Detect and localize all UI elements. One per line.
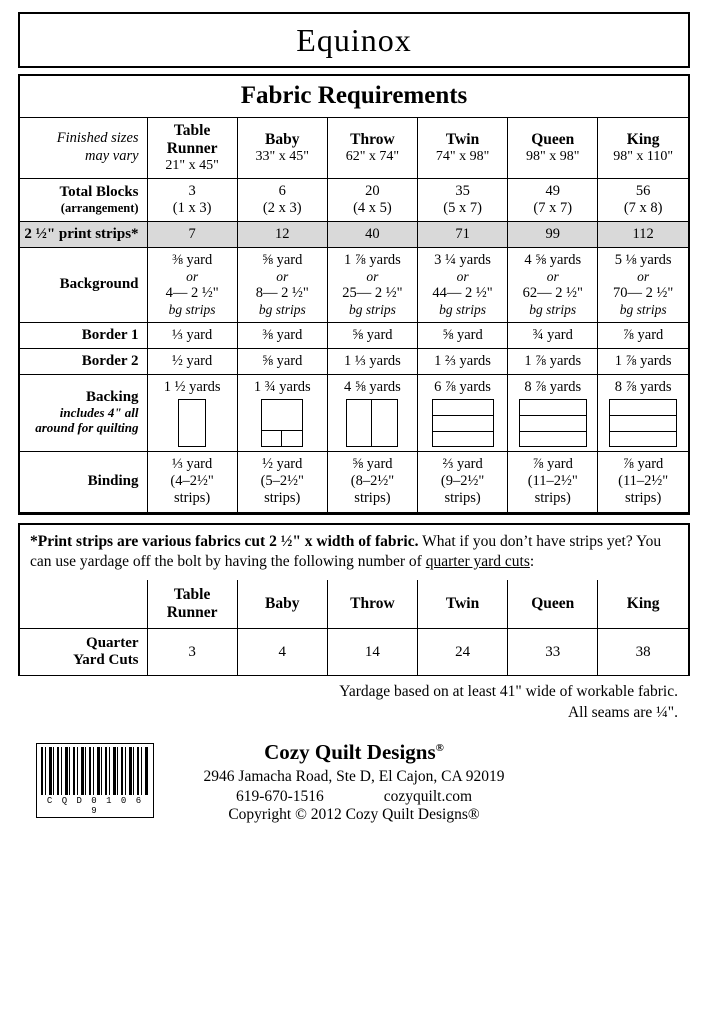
- website-link[interactable]: cozyquilt.com: [383, 788, 473, 806]
- quarter-column-header-table-runner: [147, 580, 237, 628]
- column-header-table-runner: [147, 118, 237, 178]
- col-name-line1: Queen: [531, 130, 575, 148]
- quarter-cell-baby: 4: [237, 628, 327, 676]
- pattern-title-box: [18, 12, 690, 68]
- row-label-print-strips: 2 ½" print strips*: [20, 221, 147, 247]
- cell-backing-king: [598, 374, 688, 451]
- barcode-bars-icon: [41, 747, 149, 795]
- cell-or: or: [456, 268, 469, 284]
- finished-sizes-label: [20, 118, 147, 178]
- row-label-binding: Binding: [20, 451, 147, 512]
- col-size: 74" x 98": [435, 148, 490, 164]
- yardage-note: [18, 676, 690, 724]
- copyright-text: Copyright © 2012 Cozy Quilt Designs®: [228, 806, 480, 824]
- barcode-number: C Q D 0 1 0 6 9: [46, 796, 144, 817]
- quarter-column-header-throw: [327, 580, 417, 628]
- col-name-line1: Throw: [350, 130, 395, 148]
- col-size: 62" x 74": [345, 148, 400, 164]
- cell-total-blocks-twin: [418, 178, 508, 221]
- col-name-line1: Queen: [531, 595, 575, 613]
- cell-border1-baby: ⅜ yard: [237, 322, 327, 348]
- col-name-line1: Baby: [265, 595, 300, 613]
- cell-subvalue2: strips): [354, 490, 391, 507]
- cell-total-blocks-queen: [508, 178, 598, 221]
- cell-subvalue: 4— 2 ½": [165, 284, 219, 301]
- quarter-cell-king: 38: [598, 628, 688, 676]
- cell-print-strips-queen: 99: [508, 221, 598, 247]
- col-name-line1: King: [626, 130, 660, 148]
- row-sublabel-text: includes 4" all around for quilting: [35, 405, 139, 436]
- table-row-print-strips: [20, 221, 688, 247]
- cell-value: ⅝ yard: [262, 251, 303, 268]
- backing-diagram-throw: [346, 399, 398, 447]
- cell-border2-twin: 1 ⅔ yards: [418, 348, 508, 374]
- cell-value: 1 ½ yards: [163, 378, 221, 395]
- cell-subvalue2: strips): [173, 490, 211, 507]
- quarter-cell-twin: 24: [418, 628, 508, 676]
- quarter-table-header-row: [20, 580, 688, 628]
- cell-value: 8 ⅞ yards: [524, 378, 582, 395]
- cell-border1-twin: ⅝ yard: [418, 322, 508, 348]
- cell-binding-twin: [418, 451, 508, 512]
- cell-subvalue: (7 x 7): [533, 199, 573, 216]
- cell-print-strips-table-runner: 7: [147, 221, 237, 247]
- cell-subvalue2: bg strips: [439, 301, 487, 317]
- cell-binding-baby: [237, 451, 327, 512]
- cell-print-strips-throw: 40: [327, 221, 417, 247]
- cell-binding-king: [598, 451, 688, 512]
- cell-border2-queen: 1 ⅞ yards: [508, 348, 598, 374]
- cell-print-strips-twin: 71: [418, 221, 508, 247]
- col-name-line1: Table: [173, 122, 211, 139]
- quarter-column-header-baby: [237, 580, 327, 628]
- cell-value: 6: [278, 182, 286, 199]
- cell-subvalue: (11–2½": [618, 473, 669, 490]
- row-label-line1: Quarter: [86, 634, 139, 651]
- backing-diagram-baby: [261, 399, 303, 447]
- cell-subvalue: 70— 2 ½": [613, 284, 674, 301]
- col-name-line1: King: [626, 595, 660, 613]
- cell-subvalue: (9–2½": [440, 473, 485, 490]
- cell-background-baby: [237, 247, 327, 322]
- cell-backing-queen: [508, 374, 598, 451]
- cell-subvalue2: bg strips: [348, 301, 396, 317]
- table-header-row: [20, 118, 688, 178]
- finished-sizes-line2: may vary: [84, 147, 139, 164]
- cell-subvalue2: strips): [534, 490, 571, 507]
- cell-value: 6 ⅞ yards: [434, 378, 491, 395]
- cell-subvalue: (4 x 5): [353, 199, 392, 216]
- col-name-line1: Throw: [350, 595, 395, 613]
- quarter-header-blank: [20, 580, 147, 628]
- cell-subvalue: (5–2½": [260, 473, 304, 490]
- backing-diagram-queen: [519, 399, 587, 447]
- cell-or: or: [366, 268, 379, 284]
- cell-value: ⅜ yard: [171, 251, 213, 268]
- cell-binding-table-runner: [147, 451, 237, 512]
- cell-backing-throw: [327, 374, 417, 451]
- cell-total-blocks-king: [598, 178, 688, 221]
- cell-border1-queen: ¾ yard: [508, 322, 598, 348]
- cell-subvalue2: bg strips: [168, 301, 216, 317]
- table-row-background: [20, 247, 688, 322]
- fabric-requirements-heading: Fabric Requirements: [20, 76, 688, 118]
- cell-subvalue: (11–2½": [527, 473, 578, 490]
- cell-total-blocks-table-runner: [147, 178, 237, 221]
- cell-backing-twin: [418, 374, 508, 451]
- cell-background-twin: [418, 247, 508, 322]
- cell-background-table-runner: [147, 247, 237, 322]
- barcode-area: [36, 743, 154, 818]
- note-bold-text: *Print strips are various fabrics cut 2 ½" x width of fabric.: [30, 532, 419, 550]
- cell-value: ½ yard: [262, 455, 303, 472]
- cell-subvalue: (2 x 3): [262, 199, 302, 216]
- cell-value: 35: [455, 182, 470, 199]
- page-title: Equinox: [296, 21, 412, 58]
- cell-subvalue2: strips): [625, 490, 662, 507]
- company-address: 2946 Jamacha Road, Ste D, El Cajon, CA 92019: [203, 768, 505, 786]
- cell-total-blocks-throw: [327, 178, 417, 221]
- cell-subvalue: (8–2½": [350, 473, 395, 490]
- row-label-border-1: Border 1: [20, 322, 147, 348]
- cell-background-queen: [508, 247, 598, 322]
- cell-binding-queen: [508, 451, 598, 512]
- cell-value: 1 ⅞ yards: [344, 251, 401, 268]
- cell-subvalue: 8— 2 ½": [255, 284, 309, 301]
- fabric-requirements-box: [18, 74, 690, 515]
- column-header-baby: [237, 118, 327, 178]
- cell-border1-table-runner: ⅓ yard: [147, 322, 237, 348]
- table-row-binding: [20, 451, 688, 512]
- col-size: 33" x 45": [255, 148, 309, 164]
- quarter-column-header-twin: [418, 580, 508, 628]
- backing-diagram-twin: [432, 399, 494, 447]
- cell-subvalue2: bg strips: [619, 301, 667, 317]
- cell-value: ⅝ yard: [352, 455, 393, 472]
- col-name-line1: Baby: [265, 130, 300, 148]
- row-label-total-blocks: [20, 178, 147, 221]
- note-rest-text: What if you don’t have strips yet? You can use yardage off the bolt by having the following number of: [30, 532, 662, 570]
- cell-border2-king: 1 ⅞ yards: [598, 348, 688, 374]
- cell-subvalue: (7 x 8): [623, 199, 663, 216]
- print-strips-note: [20, 525, 688, 575]
- table-row-backing: [20, 374, 688, 451]
- table-row-border-1: [20, 322, 688, 348]
- cell-backing-baby: [237, 374, 327, 451]
- cell-value: 5 ⅛ yards: [614, 251, 672, 268]
- cell-value: 3: [188, 182, 196, 199]
- row-label-background: Background: [20, 247, 147, 322]
- cell-subvalue2: bg strips: [529, 301, 577, 317]
- cell-border1-throw: ⅝ yard: [327, 322, 417, 348]
- yardage-note-line1: Yardage based on at least 41" wide of workable fabric.: [339, 683, 678, 701]
- cell-value: ⅔ yard: [442, 455, 483, 472]
- column-header-king: [598, 118, 688, 178]
- fabric-requirements-table: [20, 118, 688, 513]
- phone-number: 619-670-1516: [235, 788, 324, 806]
- cell-border2-throw: 1 ⅓ yards: [327, 348, 417, 374]
- column-header-queen: [508, 118, 598, 178]
- cell-total-blocks-baby: [237, 178, 327, 221]
- cell-subvalue2: strips): [444, 490, 481, 507]
- row-label-text: Total Blocks: [59, 183, 139, 200]
- quarter-row-label: [20, 628, 147, 676]
- footer: [18, 740, 690, 824]
- cell-value: 20: [365, 182, 380, 199]
- cell-subvalue: 44— 2 ½": [432, 284, 493, 301]
- cell-or: or: [186, 268, 199, 284]
- cell-or: or: [637, 268, 650, 284]
- row-label-text: Backing: [86, 389, 139, 406]
- quarter-table-values-row: [20, 628, 688, 676]
- backing-diagram-table-runner: [178, 399, 206, 447]
- cell-subvalue: (5 x 7): [443, 199, 482, 216]
- yardage-note-line2: All seams are ¼".: [567, 704, 678, 722]
- cell-binding-throw: [327, 451, 417, 512]
- cell-or: or: [546, 268, 559, 284]
- cell-subvalue2: strips): [264, 490, 301, 507]
- brand-text: Cozy Quilt Designs: [264, 740, 436, 765]
- quarter-cell-table-runner: 3: [147, 628, 237, 676]
- print-strips-note-box: [18, 523, 690, 676]
- col-name-line1: Table: [173, 586, 211, 604]
- table-row-total-blocks: [20, 178, 688, 221]
- col-name-line1: Twin: [445, 595, 480, 613]
- cell-border2-table-runner: ½ yard: [147, 348, 237, 374]
- barcode: [36, 743, 154, 818]
- col-name-line1: Twin: [445, 130, 480, 148]
- cell-value: 1 ¾ yards: [253, 378, 311, 395]
- table-row-border-2: [20, 348, 688, 374]
- cell-border2-baby: ⅝ yard: [237, 348, 327, 374]
- cell-value: 49: [545, 182, 560, 199]
- row-label-border-2: Border 2: [20, 348, 147, 374]
- cell-value: 4 ⅝ yards: [524, 251, 582, 268]
- row-sublabel-text: (arrangement): [60, 200, 139, 215]
- cell-border1-king: ⅞ yard: [598, 322, 688, 348]
- cell-subvalue2: bg strips: [258, 301, 306, 317]
- col-size: 98" x 110": [613, 148, 674, 164]
- cell-backing-table-runner: [147, 374, 237, 451]
- column-header-throw: [327, 118, 417, 178]
- cell-subvalue: 25— 2 ½": [342, 284, 403, 301]
- note-underlined-text: quarter yard cuts: [425, 553, 530, 570]
- row-label-backing: [20, 374, 147, 451]
- cell-print-strips-king: 112: [598, 221, 688, 247]
- cell-subvalue: 62— 2 ½": [522, 284, 583, 301]
- cell-value: ⅞ yard: [532, 455, 573, 472]
- cell-value: ⅓ yard: [171, 455, 213, 472]
- brand-registered-mark: ®: [435, 742, 444, 755]
- cell-print-strips-baby: 12: [237, 221, 327, 247]
- col-name-line2: Runner: [166, 139, 218, 157]
- col-name-line2: Runner: [166, 603, 218, 621]
- finished-sizes-line1: Finished sizes: [56, 130, 139, 147]
- quarter-yard-cuts-table: [20, 580, 688, 676]
- quarter-cell-throw: 14: [327, 628, 417, 676]
- col-size: 98" x 98": [526, 148, 580, 164]
- quarter-column-header-queen: [508, 580, 598, 628]
- col-size: 21" x 45": [165, 157, 219, 173]
- cell-value: 56: [635, 182, 651, 199]
- cell-value: 8 ⅞ yards: [614, 378, 672, 395]
- cell-or: or: [276, 268, 289, 284]
- quarter-cell-queen: 33: [508, 628, 598, 676]
- cell-background-throw: [327, 247, 417, 322]
- backing-diagram-king: [609, 399, 677, 447]
- quarter-column-header-king: [598, 580, 688, 628]
- row-label-line2: Yard Cuts: [73, 652, 139, 669]
- cell-value: 4 ⅝ yards: [344, 378, 401, 395]
- note-colon: :: [529, 553, 535, 570]
- cell-subvalue: (4–2½": [170, 473, 214, 490]
- cell-background-king: [598, 247, 688, 322]
- cell-value: 3 ¼ yards: [434, 251, 491, 268]
- cell-value: ⅞ yard: [623, 455, 664, 472]
- column-header-twin: [418, 118, 508, 178]
- cell-subvalue: (1 x 3): [172, 199, 212, 216]
